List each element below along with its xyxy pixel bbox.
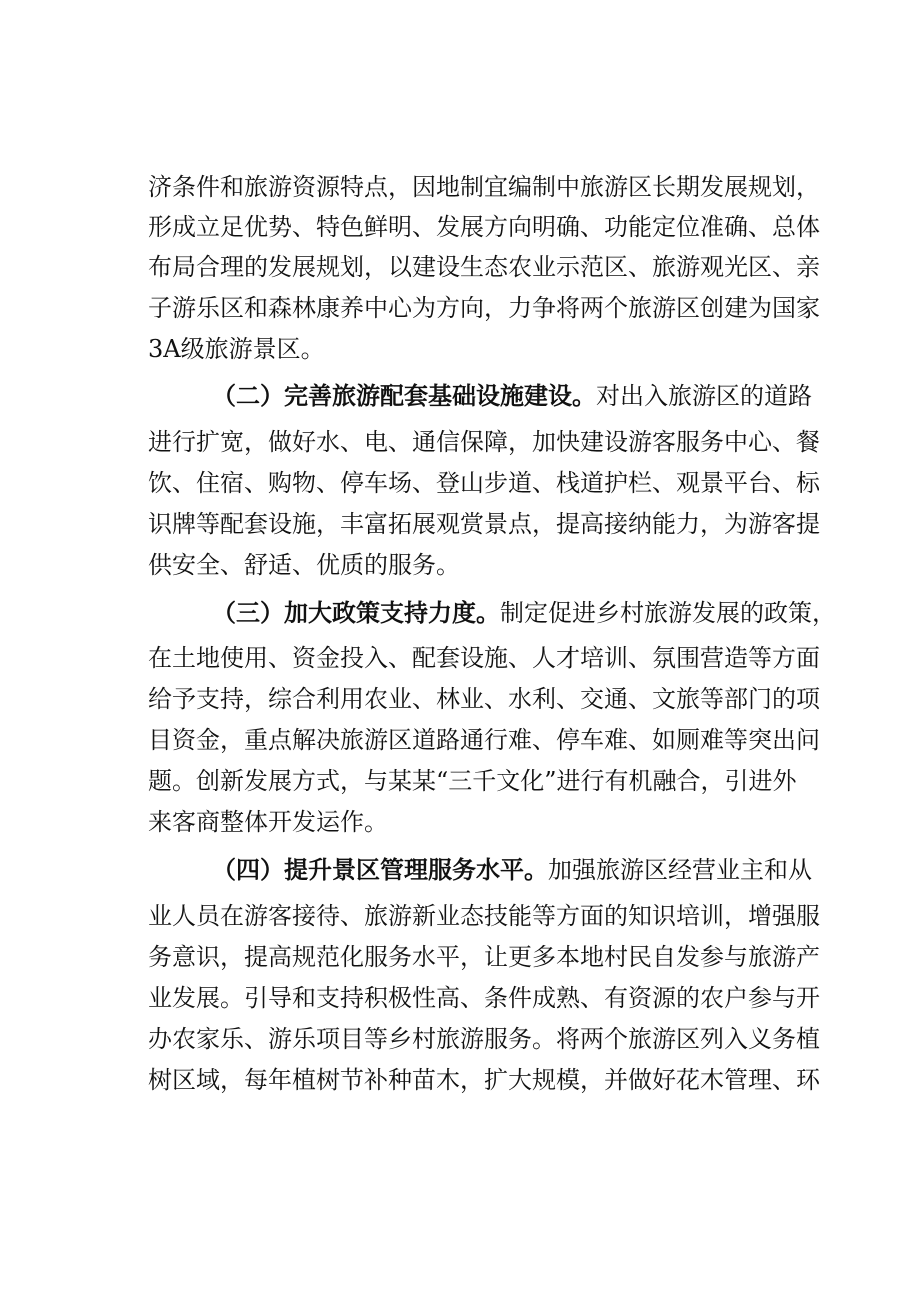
section-heading: （二）完善旅游配套基础设施建设。 [212,381,596,410]
body-line: 供安全、舒适、优质的服务。 [148,551,460,579]
body-line: 题。创新发展方式，与某某“三千文化”进行有机融合，引进外 [148,767,797,795]
body-line: 进行扩宽，做好水、电、通信保障，加快建设游客服务中心、餐 [148,428,820,456]
section-first-line [212,850,812,890]
body-line: 饮、住宿、购物、停车场、登山步道、栈道护栏、观景平台、标 [148,469,820,497]
section-first-line [212,593,836,633]
section-heading: （四）提升景区管理服务水平。 [212,855,548,884]
section-first-text: 制定促进乡村旅游发展的政策， [500,599,836,627]
section-first-text: 加强旅游区经营业主和从 [548,856,812,884]
body-line: 识牌等配套设施，丰富拓展观赏景点，提高接纳能力，为游客提 [148,510,820,538]
section-first-text: 对出入旅游区的道路 [596,382,812,410]
body-line: 树区域，每年植树节补种苗木，扩大规模，并做好花木管理、环 [148,1066,820,1094]
section-first-line [212,376,812,416]
body-line: 布局合理的发展规划，以建设生态农业示范区、旅游观光区、亲 [148,253,820,281]
body-line: 子游乐区和森林康养中心为方向，力争将两个旅游区创建为国家 [148,294,820,322]
body-line: 在土地使用、资金投入、配套设施、人才培训、氛围营造等方面 [148,644,820,672]
body-line: 给予支持，综合利用农业、林业、水利、交通、文旅等部门的项 [148,685,820,713]
body-line: 业人员在游客接待、旅游新业态技能等方面的知识培训，增强服 [148,902,820,930]
section-heading: （三）加大政策支持力度。 [212,598,500,627]
body-line: 来客商整体开发运作。 [148,808,388,836]
body-line: 3A级旅游景区。 [148,335,325,363]
body-line: 济条件和旅游资源特点，因地制宜编制中旅游区长期发展规划， [148,173,820,201]
body-line: 目资金，重点解决旅游区道路通行难、停车难、如厕难等突出问 [148,726,820,754]
body-line: 业发展。引导和支持积极性高、条件成熟、有资源的农户参与开 [148,984,820,1012]
body-line: 务意识，提高规范化服务水平，让更多本地村民自发参与旅游产 [148,943,820,971]
body-line: 形成立足优势、特色鲜明、发展方向明确、功能定位准确、总体 [148,213,820,241]
body-line: 办农家乐、游乐项目等乡村旅游服务。将两个旅游区列入义务植 [148,1025,820,1053]
